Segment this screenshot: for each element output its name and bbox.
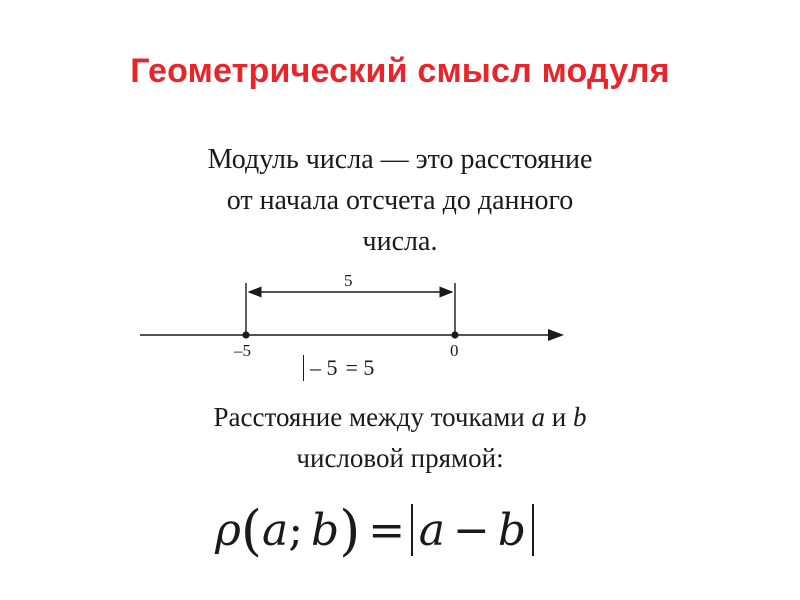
modulus-lhs: – 5 (310, 355, 338, 380)
rho-symbol: ρ (215, 504, 241, 556)
formula-minus: − (452, 504, 490, 556)
formula-semicolon: ; (288, 504, 304, 556)
left-paren: ( (240, 498, 262, 562)
point-minus-five (242, 331, 249, 338)
distance-line-2: числовой прямой: (296, 443, 504, 473)
point-zero (451, 331, 458, 338)
distance-and: и (545, 402, 573, 432)
formula-equals: = (368, 504, 406, 556)
modulus-example (303, 353, 374, 383)
right-paren: ) (339, 498, 361, 562)
abs-bar-open (411, 504, 413, 556)
axis-arrow-head (548, 329, 564, 341)
distance-label: 5 (344, 271, 353, 290)
distance-text (0, 397, 800, 479)
definition-line-2: от начала отсчета до данного (226, 185, 574, 216)
formula-a: a (261, 504, 289, 556)
distance-line-1 (0, 397, 800, 438)
formula-abs-a: a (418, 504, 445, 556)
distance-prefix: Расстояние между точками (213, 402, 532, 432)
distance-formula (215, 500, 540, 560)
slide-title: Геометрический смысл модуля (130, 52, 670, 90)
definition-line-3: числа. (362, 226, 438, 257)
point-label-minus-five: –5 (234, 341, 251, 360)
modulus-rhs: = 5 (345, 355, 375, 380)
point-label-zero: 0 (450, 341, 459, 360)
var-b: b (572, 402, 587, 432)
var-a: a (531, 402, 545, 432)
formula-abs-b: b (497, 504, 527, 556)
abs-bar-left (303, 355, 304, 381)
abs-bar-close (532, 504, 534, 556)
definition-line-1: Модуль числа — это расстояние (207, 144, 593, 175)
formula-b: b (311, 504, 340, 556)
